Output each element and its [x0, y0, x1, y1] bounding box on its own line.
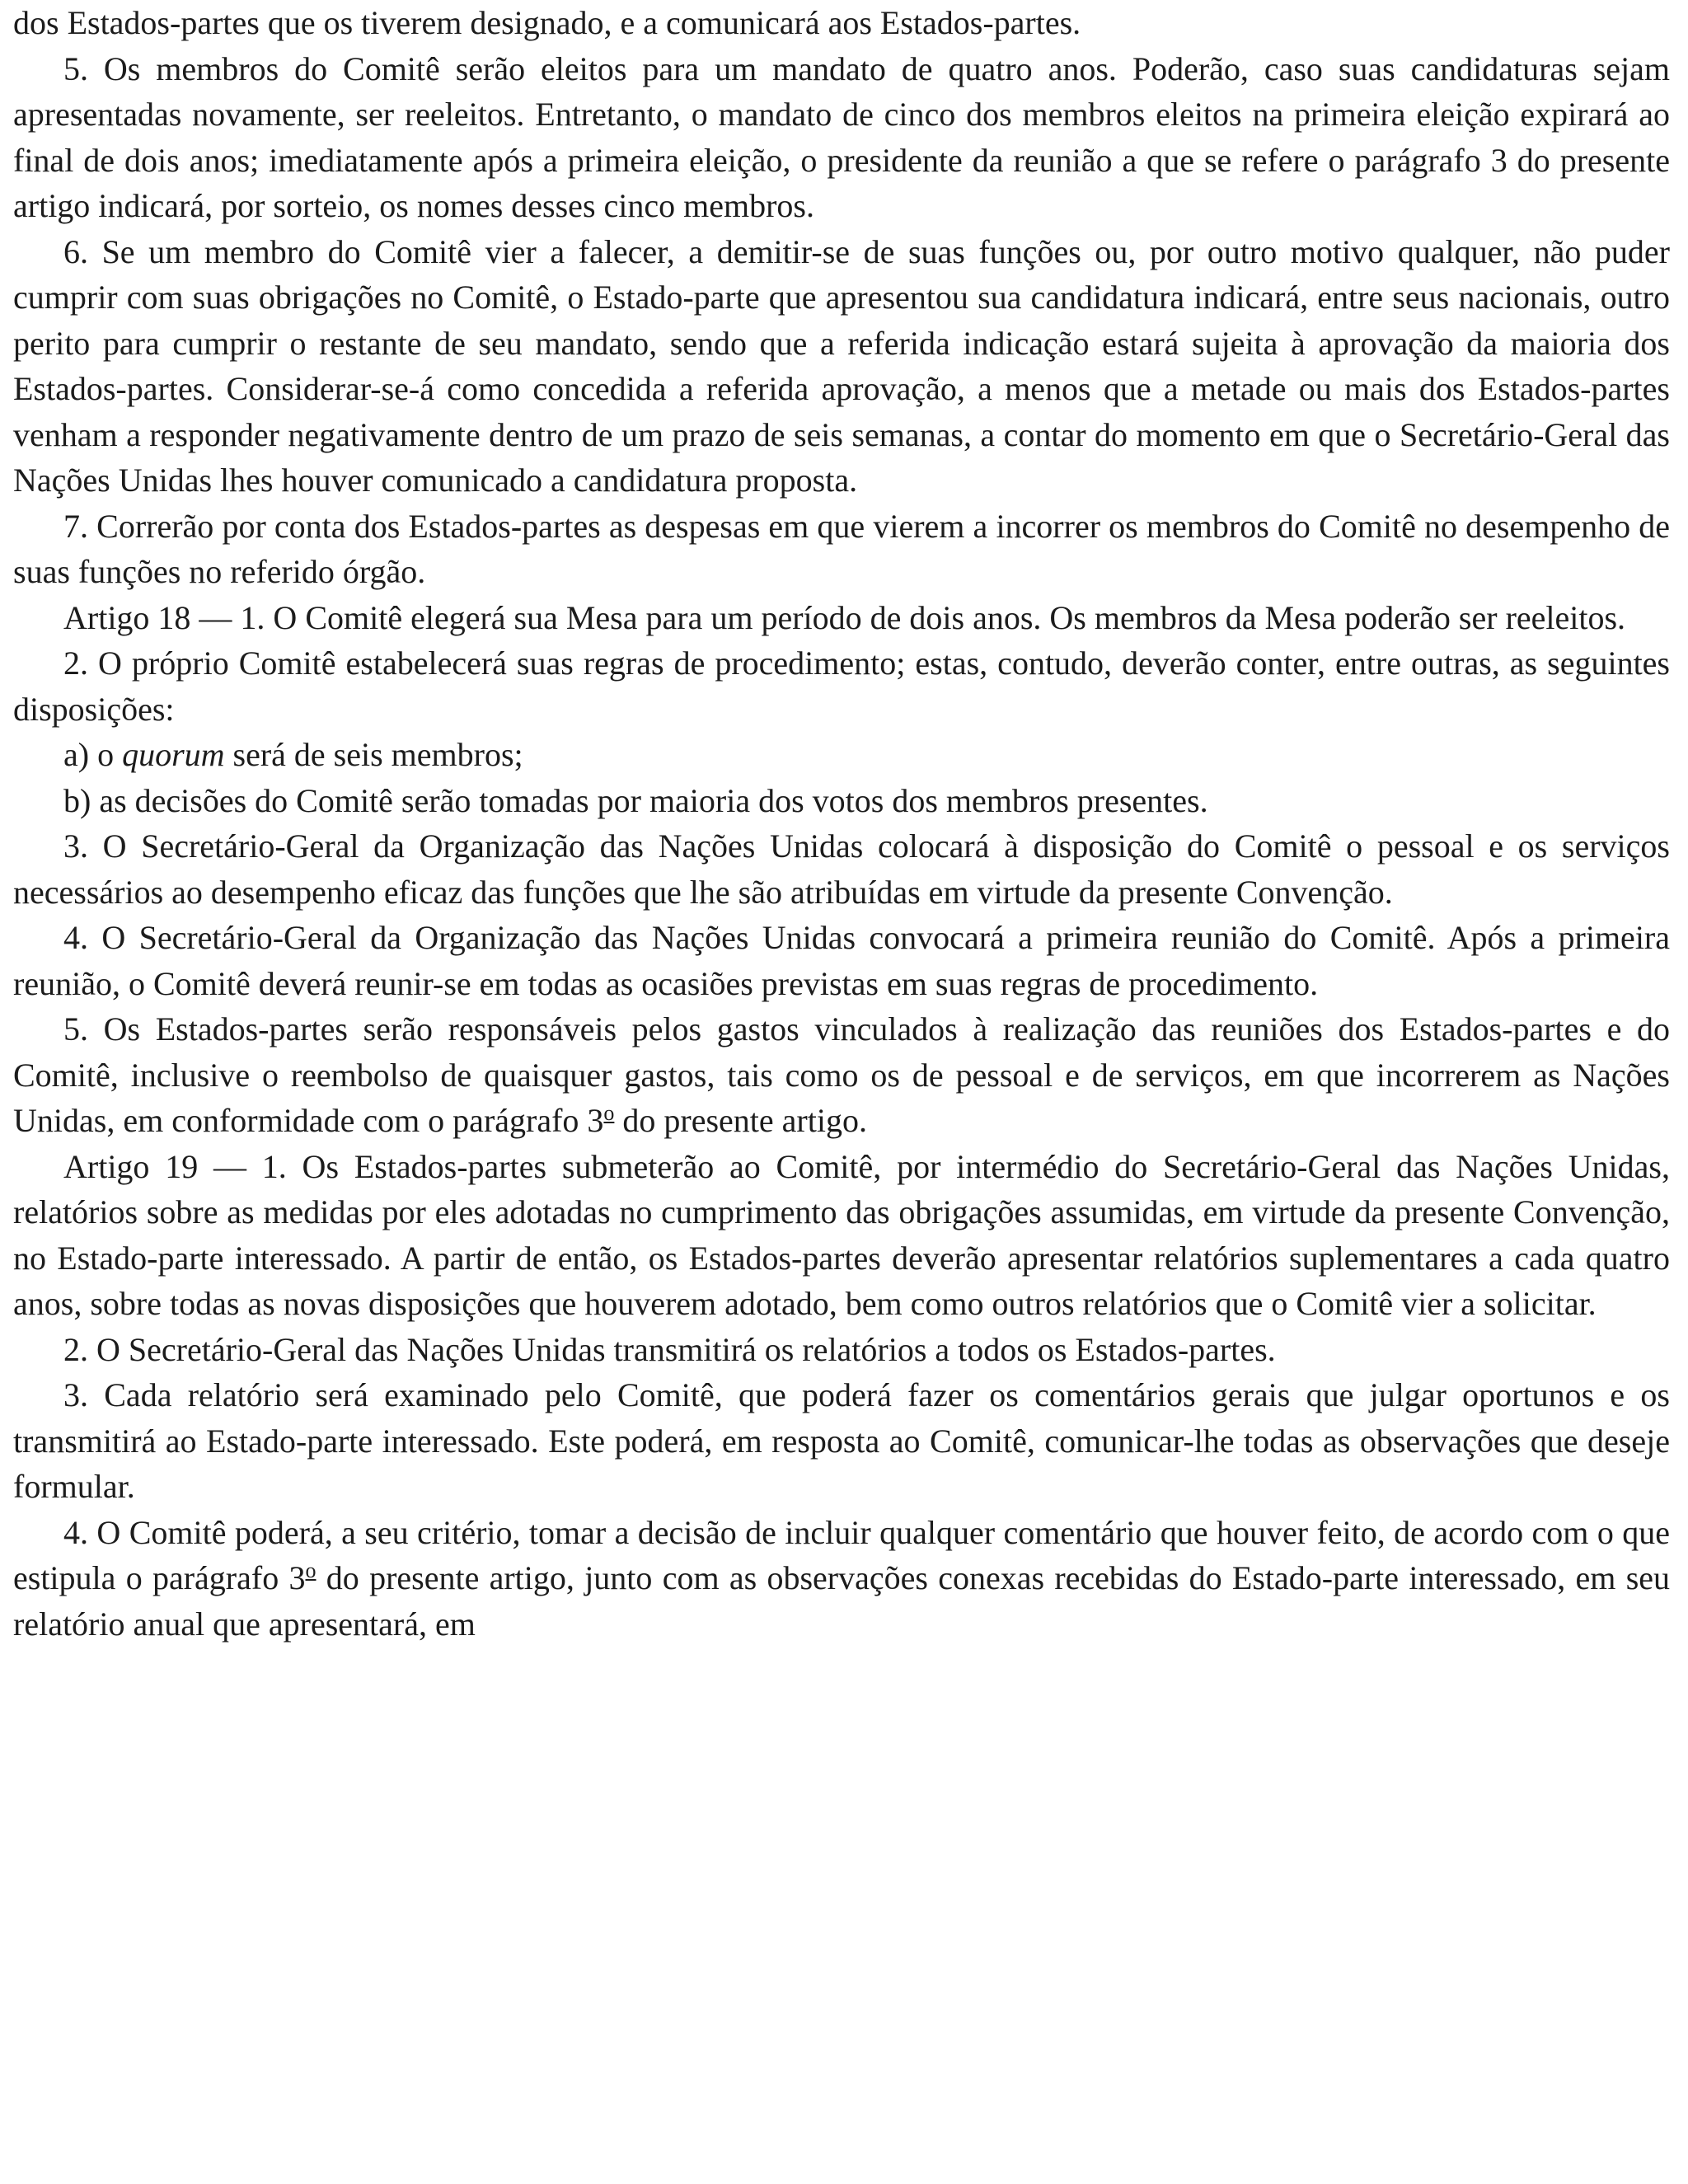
paragraph-19-3: 3. Cada relatório será examinado pelo Comitê, que poderá fazer os comentários gerais que julgar oportunos e os transmitirá ao Estado-parte interessado. Este poderá, em resposta ao Comitê, comunicar-lhe todas as observações que deseje formular.: [13, 1376, 1670, 1505]
ordinal-superscript: o: [305, 1558, 316, 1582]
paragraph-18-5-text: 5. Os Estados-partes serão responsáveis pelos gastos vinculados à realização das reuniões dos Estados-partes e do Comitê, inclusive o reembolso de quaisquer gastos, tais como os de pessoal e de serviços, em que incorrerem as Nações Unidas, em conformidade com o parágrafo 3: [13, 1010, 1670, 1139]
list-item-b: b) as decisões do Comitê serão tomadas por maioria dos votos dos membros presentes.: [63, 781, 1208, 819]
paragraph-19-2: 2. O Secretário-Geral das Nações Unidas transmitirá os relatórios a todos os Estados-partes.: [63, 1330, 1276, 1368]
paragraph-18-4: 4. O Secretário-Geral da Organização das Nações Unidas convocará a primeira reunião do Comitê. Após a primeira reunião, o Comitê deverá reunir-se em todas as ocasiões previstas em suas regras de procedimento.: [13, 919, 1670, 1002]
paragraph-continuation: dos Estados-partes que os tiverem designado, e a comunicará aos Estados-partes.: [13, 4, 1081, 41]
list-item-a: [13, 732, 1670, 778]
paragraph-17-6: 6. Se um membro do Comitê vier a falecer, a demitir-se de suas funções ou, por outro motivo qualquer, não puder cumprir com suas obrigações no Comitê, o Estado-parte que apresentou sua candidatura indicará, entre seus nacionais, outro perito para cumprir o restante de seu mandato, sendo que a referida indicação estará sujeita à aprovação da maioria dos Estados-partes. Considerar-se-á como concedida a referida aprovação, a menos que a metade ou mais dos Estados-partes venham a responder negativamente dentro de um prazo de seis semanas, a contar do momento em que o Secretário-Geral das Nações Unidas lhes houver comunicado a candidatura proposta.: [13, 232, 1670, 499]
paragraph-17-5: 5. Os membros do Comitê serão eleitos para um mandato de quatro anos. Poderão, caso suas candidaturas sejam apresentadas novamente, ser reeleitos. Entretanto, o mandato de cinco dos membros eleitos na primeira eleição expirará ao final de dois anos; imediatamente após a primeira eleição, o presidente da reunião a que se refere o parágrafo 3 do presente artigo indicará, por sorteio, os nomes desses cinco membros.: [13, 49, 1670, 224]
list-item-a-prefix: a) o: [63, 736, 123, 773]
paragraph-19-4-end: do presente artigo, junto com as observações conexas recebidas do Estado-parte interessado, em seu relatório anual que apresentará, em: [13, 1559, 1671, 1643]
paragraph-18-5-end: do presente artigo.: [614, 1102, 867, 1139]
paragraph-18-2: 2. O próprio Comitê estabelecerá suas regras de procedimento; estas, contudo, deverão conter, entre outras, as seguintes disposições:: [13, 644, 1670, 728]
ordinal-superscript: o: [603, 1101, 615, 1125]
paragraph-18-5: [13, 1006, 1670, 1144]
document-page: [13, 0, 1670, 1647]
list-item-a-suffix: será de seis membros;: [224, 736, 523, 773]
paragraph-19-1: Artigo 19 — 1. Os Estados-partes submeterão ao Comitê, por intermédio do Secretário-Geral das Nações Unidas, relatórios sobre as medidas por eles adotadas no cumprimento das obrigações assumidas, em virtude da presente Convenção, no Estado-parte interessado. A partir de então, os Estados-partes deverão apresentar relatórios suplementares a cada quatro anos, sobre todas as novas disposições que houverem adotado, bem como outros relatórios que o Comitê vier a solicitar.: [13, 1147, 1670, 1322]
paragraph-18-3: 3. O Secretário-Geral da Organização das Nações Unidas colocará à disposição do Comitê o pessoal e os serviços necessários ao desempenho eficaz das funções que lhe são atribuídas em virtude da presente Convenção.: [13, 827, 1670, 911]
paragraph-18-1: Artigo 18 — 1. O Comitê elegerá sua Mesa para um período de dois anos. Os membros da Mesa poderão ser reeleitos.: [63, 598, 1626, 636]
paragraph-19-4-text: 4. O Comitê poderá, a seu critério, tomar a decisão de incluir qualquer comentário que houver feito, de acordo com o que estipula o parágrafo 3: [13, 1513, 1670, 1596]
paragraph-17-7: 7. Correrão por conta dos Estados-partes as despesas em que vierem a incorrer os membros do Comitê no desempenho de suas funções no referido órgão.: [13, 507, 1670, 590]
quorum-term: quorum: [122, 736, 225, 773]
paragraph-19-4: [13, 1510, 1670, 1647]
